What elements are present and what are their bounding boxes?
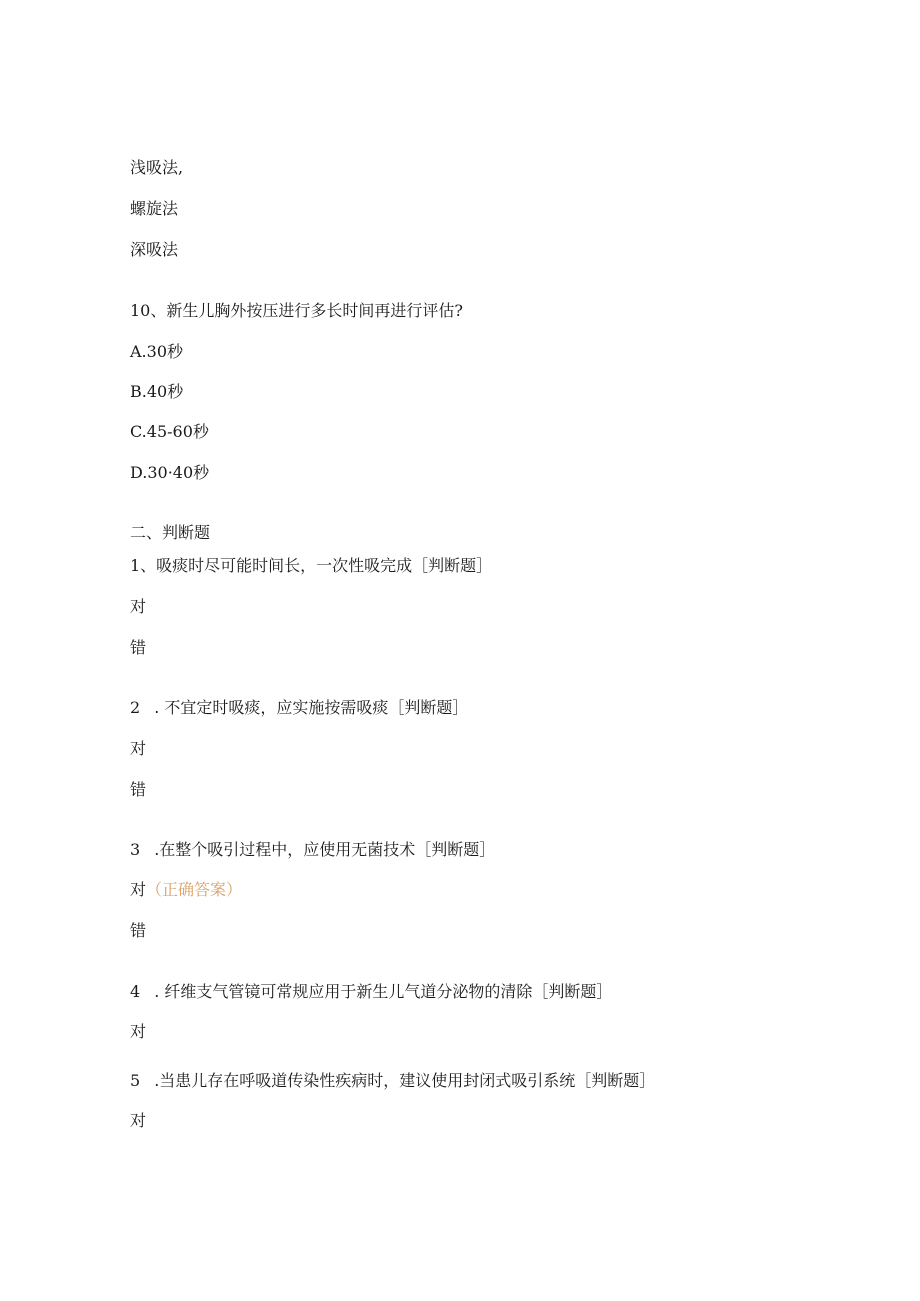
judge-question-5	[130, 1071, 655, 1091]
option-deep-suction: 深吸法	[130, 240, 179, 259]
q3-text: .在整个吸引过程中，应使用无菌技术［判断题］	[154, 840, 496, 859]
q3-option-true: 对	[130, 880, 147, 899]
q2-text: . 不宜定时吸痰，应实施按需吸痰［判断题］	[154, 698, 469, 717]
q5-option-true: 对	[130, 1111, 147, 1130]
q4-number: 4	[130, 982, 141, 1001]
q3-number: 3	[130, 840, 141, 859]
judge-question-1: 1、吸痰时尽可能时间长，一次性吸完成［判断题］	[130, 556, 493, 575]
q10-option-d: D.30·40秒	[130, 463, 210, 482]
q1-option-true: 对	[130, 597, 147, 616]
q2-option-true: 对	[130, 739, 147, 758]
q10-option-c: C.45-60秒	[130, 422, 209, 441]
question-10: 10、新生儿胸外按压进行多长时间再进行评估?	[130, 301, 463, 320]
judge-question-2	[130, 698, 468, 718]
q3-option-false: 错	[130, 921, 147, 940]
q3-option-true-row	[130, 880, 242, 900]
q5-number: 5	[130, 1071, 141, 1090]
option-spiral: 螺旋法	[130, 199, 179, 218]
q4-text: . 纤维支气管镜可常规应用于新生儿气道分泌物的清除［判断题］	[154, 982, 613, 1001]
correct-answer-note: （正确答案）	[146, 880, 243, 899]
q5-text: .当患儿存在呼吸道传染性疾病时，建议使用封闭式吸引系统［判断题］	[154, 1071, 656, 1090]
judge-question-4	[130, 982, 612, 1002]
q4-option-true: 对	[130, 1022, 147, 1041]
section-title: 二、判断题	[130, 523, 211, 542]
q10-option-b: B.40秒	[130, 382, 184, 401]
q1-option-false: 错	[130, 638, 147, 657]
option-shallow-suction: 浅吸法,	[130, 158, 184, 177]
q2-option-false: 错	[130, 780, 147, 799]
judge-question-3	[130, 840, 495, 860]
q2-number: 2	[130, 698, 141, 717]
q10-option-a: A.30秒	[130, 342, 184, 361]
